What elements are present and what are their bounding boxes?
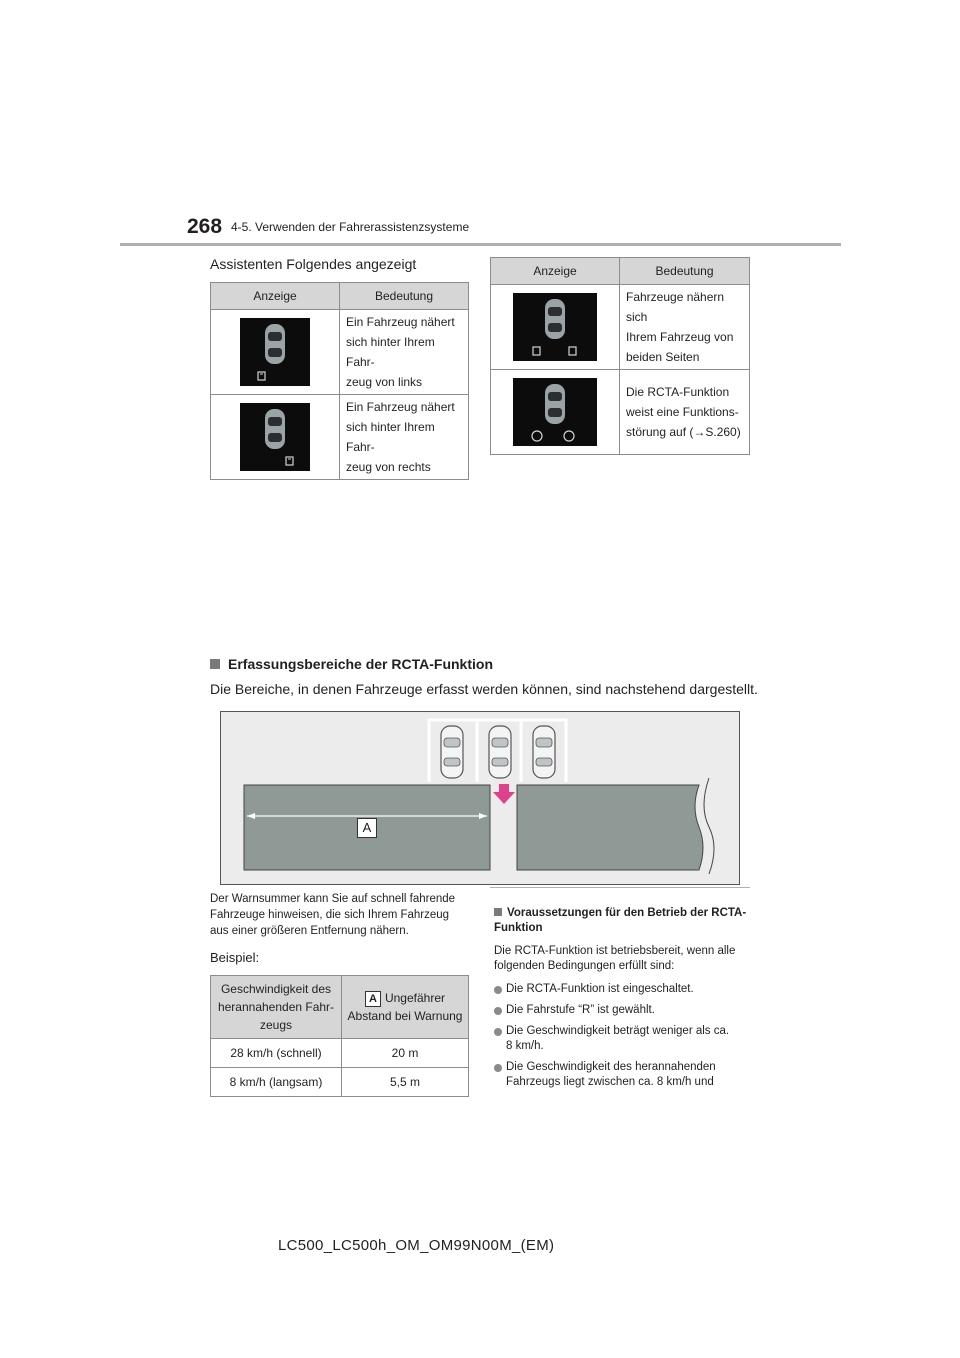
meaning-line: Ein Fahrzeug nähert xyxy=(346,315,455,329)
paragraph-line: Der Warnsummer kann Sie auf schnell fahrende xyxy=(210,893,456,905)
header-line xyxy=(342,989,468,1007)
paragraph-line: aus einer größeren Entfernung nähern. xyxy=(210,925,409,937)
speed-cell: 28 km/h (schnell) xyxy=(211,1039,342,1068)
col-header-speed xyxy=(211,976,342,1039)
bullet-dot-icon xyxy=(494,986,502,994)
zone-a-badge: A xyxy=(365,991,381,1007)
header-line: zeugs xyxy=(259,1018,293,1032)
distance-cell: 5,5 m xyxy=(342,1068,469,1097)
meaning-line: sich hinter Ihrem Fahr- xyxy=(346,420,435,454)
meaning-line: Ein Fahrzeug nähert xyxy=(346,400,455,414)
speed-distance-table xyxy=(210,975,469,1097)
meaning-line: weist eine Funktions- xyxy=(626,405,739,419)
intro-text: Assistenten Folgendes angezeigt xyxy=(210,256,417,272)
meaning-line: zeug von links xyxy=(346,375,423,389)
conditions-heading xyxy=(494,906,752,936)
paragraph-line: Fahrzeuge hinweisen, die sich Ihrem Fahrzeug xyxy=(210,909,450,921)
page-number: 268 xyxy=(187,215,223,238)
heading-line: Funktion xyxy=(494,922,543,934)
bullet-dot-icon xyxy=(494,1007,502,1015)
bullet-line: 8 km/h. xyxy=(506,1040,544,1052)
section-title: Erfassungsbereiche der RCTA-Funktion xyxy=(228,656,494,672)
bullet-line: Die Geschwindigkeit des herannahenden xyxy=(506,1061,716,1073)
heading-line: Voraussetzungen für den Betrieb der RCTA- xyxy=(507,907,747,919)
header-line: herannahenden Fahr- xyxy=(217,1000,335,1014)
col-header-meaning: Bedeutung xyxy=(340,283,469,310)
header-text: Ungefährer xyxy=(384,991,446,1005)
meaning-line: Ihrem Fahrzeug von xyxy=(626,330,734,344)
speed-cell: 8 km/h (langsam) xyxy=(211,1068,342,1097)
square-bullet-icon xyxy=(494,908,502,916)
rcta-indicator-right-icon xyxy=(240,403,310,471)
chapter-title: 4-5. Verwenden der Fahrerassistenzsysteme xyxy=(231,220,470,234)
meaning-line: Fahrzeuge nähern sich xyxy=(626,290,725,324)
meaning-line: sich hinter Ihrem Fahr- xyxy=(346,335,435,369)
conditions-intro xyxy=(494,944,752,974)
intro-line: folgenden Bedingungen erfüllt sind: xyxy=(494,960,675,972)
list-item xyxy=(494,1024,752,1054)
zone-label-a: A xyxy=(357,818,377,838)
list-item xyxy=(494,982,752,997)
bullet-dot-icon xyxy=(494,1064,502,1072)
header-line: Abstand bei Warnung xyxy=(347,1009,463,1023)
conditions-section xyxy=(494,906,752,1096)
distance-cell: 20 m xyxy=(342,1039,469,1068)
detection-area-diagram xyxy=(220,711,740,885)
header-line: Geschwindigkeit des xyxy=(220,982,332,996)
rcta-indicator-left-icon xyxy=(240,318,310,386)
rcta-indicator-both-icon xyxy=(513,293,597,361)
indicator-table-right xyxy=(490,257,750,455)
meaning-line: Die RCTA-Funktion xyxy=(626,385,730,399)
bullet-line: Die Fahrstufe “R” ist gewählt. xyxy=(506,1004,655,1016)
section-description: Die Bereiche, in denen Fahrzeuge erfasst werden können, sind nachstehend dargestellt. xyxy=(210,681,758,697)
col-header-display: Anzeige xyxy=(491,258,620,285)
column-divider xyxy=(490,887,750,888)
warning-paragraph xyxy=(210,891,470,939)
rcta-malfunction-icon xyxy=(513,378,597,446)
meaning-line: zeug von rechts xyxy=(346,460,431,474)
table-row xyxy=(211,1039,469,1068)
table-row xyxy=(211,1068,469,1097)
bullet-line: Die RCTA-Funktion ist eingeschaltet. xyxy=(506,983,694,995)
bullet-line: Die Geschwindigkeit beträgt weniger als ca. xyxy=(506,1025,730,1037)
meaning-line: beiden Seiten xyxy=(626,350,700,364)
bullet-line: Fahrzeugs liegt zwischen ca. 8 km/h und xyxy=(506,1076,714,1088)
col-header-display: Anzeige xyxy=(211,283,340,310)
header-divider xyxy=(120,243,841,246)
list-item xyxy=(494,1003,752,1018)
section-heading xyxy=(210,656,493,672)
meaning-line: störung auf (→S.260) xyxy=(626,425,741,439)
document-footer: LC500_LC500h_OM_OM99N00M_(EM) xyxy=(278,1237,555,1254)
intro-line: Die RCTA-Funktion ist betriebsbereit, wenn alle xyxy=(494,945,736,957)
square-bullet-icon xyxy=(210,659,220,669)
col-header-distance xyxy=(342,976,469,1039)
example-label: Beispiel: xyxy=(210,950,260,965)
indicator-table-left xyxy=(210,282,469,480)
bullet-dot-icon xyxy=(494,1028,502,1036)
list-item xyxy=(494,1060,752,1090)
col-header-meaning: Bedeutung xyxy=(620,258,750,285)
